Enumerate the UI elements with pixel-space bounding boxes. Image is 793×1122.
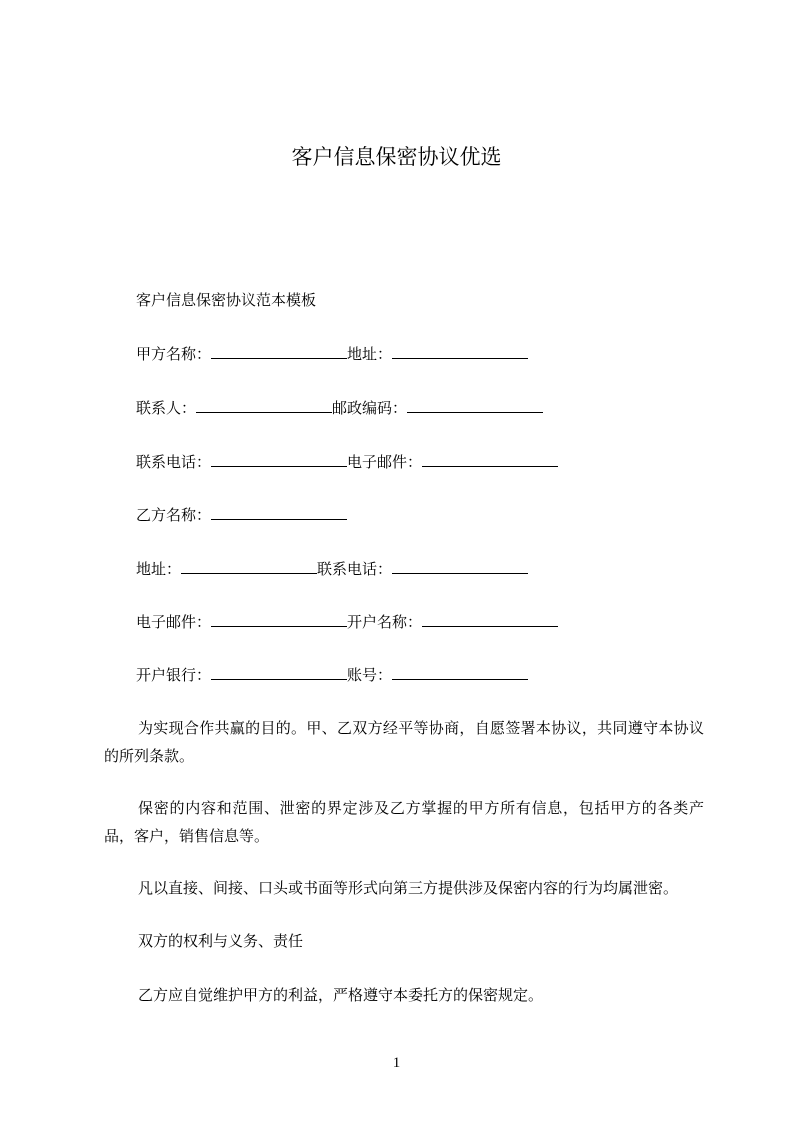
- page-number: 1: [392, 1055, 401, 1071]
- party-a-phone-blank[interactable]: [211, 452, 347, 467]
- party-b-name-blank[interactable]: [211, 505, 347, 520]
- party-a-email-label: 电子邮件：: [347, 453, 423, 471]
- party-a-phone-label: 联系电话：: [136, 453, 212, 471]
- party-b-name-label: 乙方名称：: [136, 506, 212, 524]
- party-b-account-name-label: 开户名称：: [347, 613, 423, 631]
- party-a-postcode-label: 邮政编码：: [332, 399, 408, 417]
- party-b-email-label: 电子邮件：: [136, 613, 212, 631]
- party-a-contact-label: 联系人：: [136, 399, 197, 417]
- paragraph-disclosure: 凡以直接、间接、口头或书面等形式向第三方提供涉及保密内容的行为均属泄密。: [138, 879, 679, 897]
- document-title: 客户信息保密协议优选: [291, 145, 502, 169]
- party-b-address-row: [136, 559, 528, 579]
- paragraph-scope: 保密的内容和范围、泄密的界定涉及乙方掌握的甲方所有信息，包括甲方的各类产品，客户，销售信息等。: [104, 799, 704, 845]
- party-a-contact-blank[interactable]: [196, 398, 332, 413]
- party-b-address-label: 地址：: [136, 560, 182, 578]
- party-a-name-row: [136, 344, 528, 364]
- party-b-bank-blank[interactable]: [211, 665, 347, 680]
- party-b-email-blank[interactable]: [211, 612, 347, 627]
- paragraph-obligation: 乙方应自觉维护甲方的利益，严格遵守本委托方的保密规定。: [138, 986, 544, 1004]
- party-a-address-label: 地址：: [347, 345, 393, 363]
- party-a-email-blank[interactable]: [422, 452, 558, 467]
- party-b-phone-label: 联系电话：: [317, 560, 393, 578]
- paragraph-rights-heading: 双方的权利与义务、责任: [138, 932, 304, 950]
- party-b-account-no-label: 账号：: [347, 666, 393, 684]
- party-a-name-blank[interactable]: [211, 344, 347, 359]
- party-b-account-name-blank[interactable]: [422, 612, 558, 627]
- party-b-email-row: [136, 612, 558, 632]
- party-a-postcode-blank[interactable]: [407, 398, 543, 413]
- paragraph-purpose: 为实现合作共赢的目的。甲、乙双方经平等协商，自愿签署本协议，共同遵守本协议的所列条款。: [104, 719, 704, 765]
- party-a-contact-row: [136, 398, 543, 418]
- party-b-bank-row: [136, 665, 528, 685]
- party-a-phone-row: [136, 452, 558, 472]
- party-b-bank-label: 开户银行：: [136, 666, 212, 684]
- party-a-name-label: 甲方名称：: [136, 345, 212, 363]
- party-b-name-row: [136, 505, 347, 525]
- party-a-address-blank[interactable]: [392, 344, 528, 359]
- party-b-phone-blank[interactable]: [392, 559, 528, 574]
- party-b-account-no-blank[interactable]: [392, 665, 528, 680]
- template-subtitle: 客户信息保密协议范本模板: [136, 291, 317, 309]
- party-b-address-blank[interactable]: [181, 559, 317, 574]
